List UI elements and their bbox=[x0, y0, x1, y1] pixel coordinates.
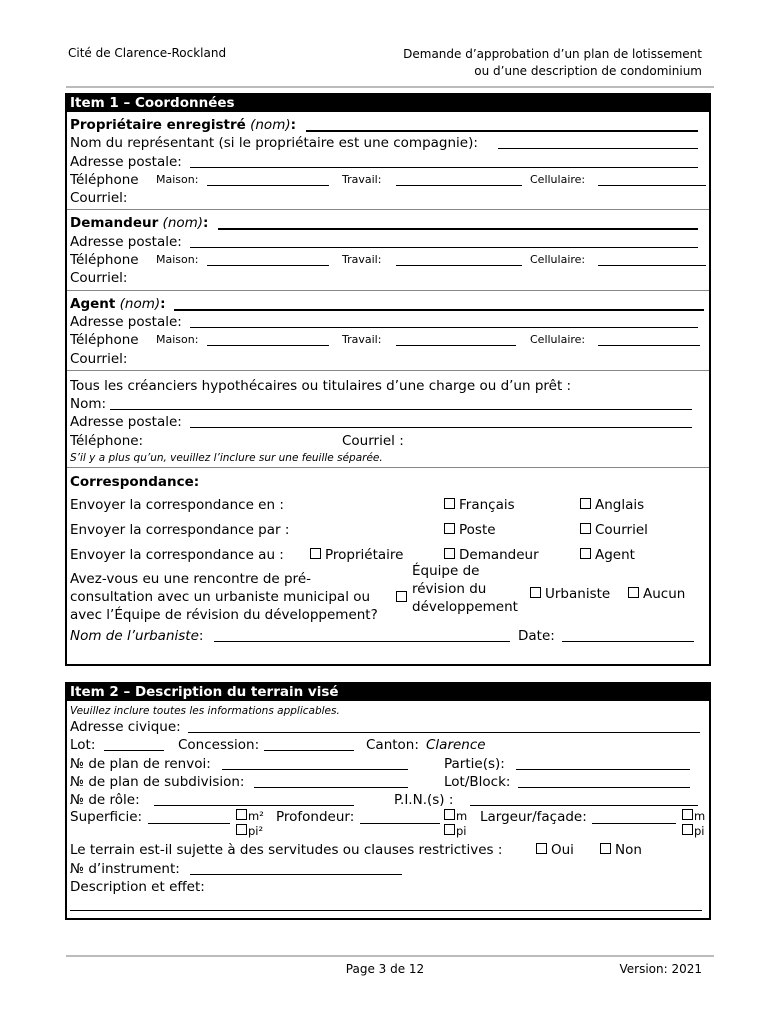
send-to-label: Envoyer la correspondance au : bbox=[70, 547, 284, 564]
owner-label: Propriétaire enregistré bbox=[70, 117, 246, 133]
applicant-checkbox[interactable] bbox=[444, 548, 455, 559]
creditor-phone-label: Téléphone: bbox=[70, 432, 144, 449]
option-no[interactable] bbox=[600, 841, 642, 859]
team-option-label bbox=[412, 562, 518, 616]
header-title-line1: Demande d’approbation d’un plan de lotissement bbox=[403, 47, 702, 61]
width-m-checkbox[interactable] bbox=[682, 809, 693, 820]
agent-phone-label: Téléphone bbox=[70, 332, 139, 349]
owner-phone-label: Téléphone bbox=[70, 171, 139, 188]
option-planner[interactable] bbox=[530, 586, 610, 602]
version-label: Version: 2021 bbox=[619, 962, 702, 976]
option-agent[interactable] bbox=[580, 543, 635, 568]
yes-label: Oui bbox=[551, 842, 574, 859]
agent-cell-field[interactable] bbox=[598, 333, 700, 346]
agent-phone-row bbox=[70, 331, 706, 349]
applicant-name-row bbox=[70, 214, 706, 232]
area-m2-label: m² bbox=[248, 809, 264, 824]
land-description-block bbox=[67, 701, 709, 917]
planner-name-colon: : bbox=[198, 628, 204, 645]
creditor-address-label: Adresse postale: bbox=[70, 414, 182, 431]
english-checkbox[interactable] bbox=[580, 498, 591, 509]
team-line1: Équipe de bbox=[412, 563, 480, 580]
description-row bbox=[70, 878, 706, 896]
more-creditors-note: S’il y a plus qu’un, veuillez l’inclure sur une feuille séparée. bbox=[70, 452, 383, 465]
language-row bbox=[70, 493, 706, 518]
area-label: Superficie: bbox=[70, 809, 143, 826]
french-checkbox[interactable] bbox=[444, 498, 455, 509]
owner-cell-label: Cellulaire: bbox=[530, 172, 586, 186]
depth-pi-label: pi bbox=[456, 824, 467, 839]
item1-title: Item 1 – Coordonnées bbox=[67, 95, 709, 112]
no-checkbox[interactable] bbox=[600, 843, 611, 854]
agent-label: Agent bbox=[70, 295, 116, 312]
team-line2: révision du bbox=[412, 581, 487, 598]
pin-label: P.I.N.(s) : bbox=[394, 792, 454, 809]
consultation-line1: Avez-vous eu une rencontre de pré- bbox=[70, 571, 311, 588]
option-owner[interactable] bbox=[310, 543, 403, 568]
none-option-label: Aucun bbox=[643, 586, 686, 603]
description-field[interactable] bbox=[70, 898, 702, 911]
agent-checkbox[interactable] bbox=[580, 548, 591, 559]
applicant-work-field[interactable] bbox=[396, 253, 522, 266]
depth-pi-option[interactable] bbox=[444, 824, 467, 838]
depth-m-checkbox[interactable] bbox=[444, 809, 455, 820]
item2-section bbox=[65, 682, 711, 920]
applicant-option-label: Demandeur bbox=[459, 547, 539, 564]
area-field[interactable] bbox=[148, 811, 230, 824]
owner-work-label: Travail: bbox=[342, 172, 382, 186]
creditor-note-row bbox=[70, 450, 706, 465]
creditor-name-row bbox=[70, 395, 706, 413]
applicant-nom-label: (nom) bbox=[162, 215, 204, 232]
reference-plan-field[interactable] bbox=[222, 757, 408, 770]
agent-email-label: Courriel: bbox=[70, 350, 128, 367]
parts-field[interactable] bbox=[516, 757, 690, 770]
agent-home-label: Maison: bbox=[156, 333, 199, 347]
width-field[interactable] bbox=[592, 811, 676, 824]
width-m-option[interactable] bbox=[682, 809, 705, 823]
lot-field[interactable] bbox=[104, 738, 164, 751]
instrument-field[interactable] bbox=[190, 862, 402, 875]
owner-email-row bbox=[70, 189, 706, 207]
planner-checkbox[interactable] bbox=[530, 587, 541, 598]
roll-field[interactable] bbox=[154, 793, 354, 806]
creditor-address-row bbox=[70, 413, 706, 431]
owner-option-label: Propriétaire bbox=[325, 547, 404, 564]
representative-field[interactable] bbox=[498, 136, 698, 149]
option-email[interactable] bbox=[580, 518, 648, 543]
applicant-label: Demandeur bbox=[70, 215, 159, 232]
instrument-label: № d’instrument: bbox=[70, 860, 180, 877]
lot-row bbox=[70, 736, 706, 754]
description-label: Description et effet: bbox=[70, 879, 205, 896]
lot-block-field[interactable] bbox=[518, 775, 690, 788]
applicant-address-label: Adresse postale: bbox=[70, 233, 182, 250]
agent-address-label: Adresse postale: bbox=[70, 313, 182, 330]
parts-label: Partie(s): bbox=[444, 755, 505, 772]
instrument-row bbox=[70, 860, 706, 878]
item1-section bbox=[65, 93, 711, 666]
agent-nom-label: (nom) bbox=[119, 295, 161, 312]
no-label: Non bbox=[615, 842, 642, 859]
width-pi-label: pi bbox=[694, 824, 705, 839]
owner-email-label: Courriel: bbox=[70, 190, 128, 207]
creditor-email-label: Courriel : bbox=[342, 432, 404, 449]
planner-name-row bbox=[70, 626, 706, 646]
agent-work-label: Travail: bbox=[342, 333, 382, 347]
lot-block-label: Lot/Block: bbox=[444, 773, 511, 790]
owner-block bbox=[67, 112, 709, 209]
header-city: Cité de Clarence-Rockland bbox=[68, 46, 227, 60]
none-checkbox[interactable] bbox=[628, 587, 639, 598]
width-pi-checkbox[interactable] bbox=[682, 824, 693, 835]
owner-cell-field[interactable] bbox=[598, 173, 706, 186]
recipient-row bbox=[70, 543, 706, 568]
concession-field[interactable] bbox=[264, 738, 354, 751]
option-none[interactable] bbox=[628, 586, 685, 602]
area-m2-checkbox[interactable] bbox=[236, 809, 247, 820]
applicant-work-label: Travail: bbox=[342, 253, 382, 267]
lot-label: Lot: bbox=[70, 737, 96, 754]
representative-label: Nom du représentant (si le propriétaire est une compagnie): bbox=[70, 135, 478, 152]
email-option-label: Courriel bbox=[595, 522, 648, 539]
option-yes[interactable] bbox=[536, 841, 574, 859]
agent-block bbox=[67, 290, 709, 370]
consultation-line3: avec l’Équipe de révision du développement? bbox=[70, 607, 378, 624]
method-row bbox=[70, 518, 706, 543]
civic-address-field[interactable] bbox=[188, 720, 700, 733]
creditors-row bbox=[70, 377, 706, 395]
consultation-row bbox=[70, 563, 706, 626]
applicant-colon: : bbox=[203, 215, 209, 232]
creditor-name-field[interactable] bbox=[110, 397, 692, 410]
agent-address-field[interactable] bbox=[190, 315, 698, 328]
yes-checkbox[interactable] bbox=[536, 843, 547, 854]
subdivision-plan-label: № de plan de subdivision: bbox=[70, 773, 245, 790]
easement-row bbox=[70, 841, 706, 859]
creditor-address-field[interactable] bbox=[190, 415, 692, 428]
depth-m-label: m bbox=[456, 809, 468, 824]
owner-colon: : bbox=[290, 117, 297, 133]
correspondence-title: Correspondance: bbox=[70, 474, 200, 491]
footer-divider bbox=[66, 955, 714, 957]
dimensions-row bbox=[70, 809, 706, 841]
roll-row bbox=[70, 791, 706, 809]
planner-name-label: Nom de l’urbaniste bbox=[70, 628, 199, 645]
agent-home-field[interactable] bbox=[207, 333, 329, 346]
planner-option-label: Urbaniste bbox=[545, 586, 611, 603]
width-pi-option[interactable] bbox=[682, 824, 705, 838]
civic-address-label: Adresse civique: bbox=[70, 719, 181, 735]
send-by-label: Envoyer la correspondance par : bbox=[70, 522, 290, 539]
owner-address-field[interactable] bbox=[190, 155, 698, 168]
easement-question: Le terrain est-il sujette à des servitudes ou clauses restrictives : bbox=[70, 842, 503, 859]
owner-name-row bbox=[70, 116, 706, 134]
applicant-block bbox=[67, 209, 709, 289]
page-number: Page 3 de 12 bbox=[345, 962, 425, 976]
description-field-row bbox=[70, 896, 706, 914]
owner-home-label: Maison: bbox=[156, 172, 199, 186]
applicant-address-field[interactable] bbox=[190, 235, 698, 248]
correspondence-block bbox=[67, 467, 709, 648]
creditor-name-label: Nom: bbox=[70, 396, 107, 413]
applicant-cell-label: Cellulaire: bbox=[530, 253, 586, 267]
applicant-cell-field[interactable] bbox=[598, 253, 706, 266]
applicant-name-field[interactable] bbox=[218, 216, 698, 230]
agent-cell-label: Cellulaire: bbox=[530, 333, 586, 347]
option-mail[interactable] bbox=[444, 518, 496, 543]
header-form-title bbox=[403, 46, 702, 80]
agent-option-label: Agent bbox=[595, 547, 635, 564]
owner-work-field[interactable] bbox=[396, 173, 522, 186]
consultation-line2: consultation avec un urbaniste municipal ou bbox=[70, 589, 371, 606]
subdivision-plan-row bbox=[70, 773, 706, 791]
owner-address-label: Adresse postale: bbox=[70, 153, 182, 170]
creditors-label: Tous les créanciers hypothécaires ou titulaires d’une charge ou d’un prêt : bbox=[70, 377, 572, 394]
agent-address-row bbox=[70, 313, 706, 331]
creditor-contact-row bbox=[70, 432, 706, 450]
applicant-email-row bbox=[70, 269, 706, 287]
email-checkbox[interactable] bbox=[580, 523, 591, 534]
agent-work-field[interactable] bbox=[396, 333, 516, 346]
owner-phone-row bbox=[70, 171, 706, 189]
applicant-address-row bbox=[70, 233, 706, 251]
representative-row bbox=[70, 134, 706, 152]
team-checkbox[interactable] bbox=[396, 591, 407, 602]
option-english[interactable] bbox=[580, 493, 644, 518]
include-note-row bbox=[70, 703, 706, 718]
area-m2-option[interactable] bbox=[236, 809, 264, 823]
owner-name-field[interactable] bbox=[306, 118, 698, 132]
depth-field[interactable] bbox=[360, 811, 440, 824]
agent-email-row bbox=[70, 350, 706, 368]
item2-title: Item 2 – Description du terrain visé bbox=[67, 684, 709, 701]
township-label: Canton: bbox=[366, 737, 419, 754]
applicant-phone-label: Téléphone bbox=[70, 252, 139, 269]
consultation-question bbox=[70, 570, 378, 624]
owner-nom-label: (nom) bbox=[250, 117, 291, 133]
date-field[interactable] bbox=[562, 629, 694, 642]
planner-name-field[interactable] bbox=[214, 629, 510, 642]
header-divider bbox=[66, 86, 714, 88]
agent-name-row bbox=[70, 295, 706, 313]
owner-checkbox[interactable] bbox=[310, 548, 321, 559]
township-value: Clarence bbox=[426, 737, 486, 754]
reference-plan-row bbox=[70, 755, 706, 773]
option-french[interactable] bbox=[444, 493, 515, 518]
french-label: Français bbox=[459, 497, 515, 514]
owner-address-row bbox=[70, 153, 706, 171]
mail-checkbox[interactable] bbox=[444, 523, 455, 534]
agent-colon: : bbox=[160, 295, 166, 312]
send-in-label: Envoyer la correspondance en : bbox=[70, 497, 284, 514]
applicant-home-field[interactable] bbox=[207, 253, 329, 266]
mail-label: Poste bbox=[459, 522, 496, 539]
applicant-phone-row bbox=[70, 251, 706, 269]
area-pi2-option[interactable] bbox=[236, 824, 263, 838]
subdivision-plan-field[interactable] bbox=[254, 775, 408, 788]
team-line3: développement bbox=[412, 599, 518, 616]
reference-plan-label: № de plan de renvoi: bbox=[70, 755, 211, 772]
header-title-line2: ou d’une description de condominium bbox=[474, 64, 702, 78]
concession-label: Concession: bbox=[178, 737, 260, 754]
civic-address-row bbox=[70, 718, 706, 736]
depth-pi-checkbox[interactable] bbox=[444, 824, 455, 835]
roll-label: № de rôle: bbox=[70, 792, 140, 809]
owner-home-field[interactable] bbox=[207, 173, 329, 186]
pin-field[interactable] bbox=[470, 793, 698, 806]
applicant-email-label: Courriel: bbox=[70, 270, 128, 287]
width-label: Largeur/façade: bbox=[480, 809, 587, 826]
date-label: Date: bbox=[518, 628, 555, 645]
depth-label: Profondeur: bbox=[276, 809, 355, 826]
depth-m-option[interactable] bbox=[444, 809, 467, 823]
creditors-block bbox=[67, 370, 709, 467]
applicant-home-label: Maison: bbox=[156, 253, 199, 267]
width-m-label: m bbox=[694, 809, 706, 824]
area-pi2-label: pi² bbox=[248, 824, 264, 839]
include-note: Veuillez inclure toutes les informations applicables. bbox=[70, 705, 340, 717]
correspondence-title-row bbox=[70, 471, 706, 493]
english-label: Anglais bbox=[595, 497, 645, 514]
agent-name-field[interactable] bbox=[174, 297, 704, 311]
area-pi2-checkbox[interactable] bbox=[236, 824, 247, 835]
